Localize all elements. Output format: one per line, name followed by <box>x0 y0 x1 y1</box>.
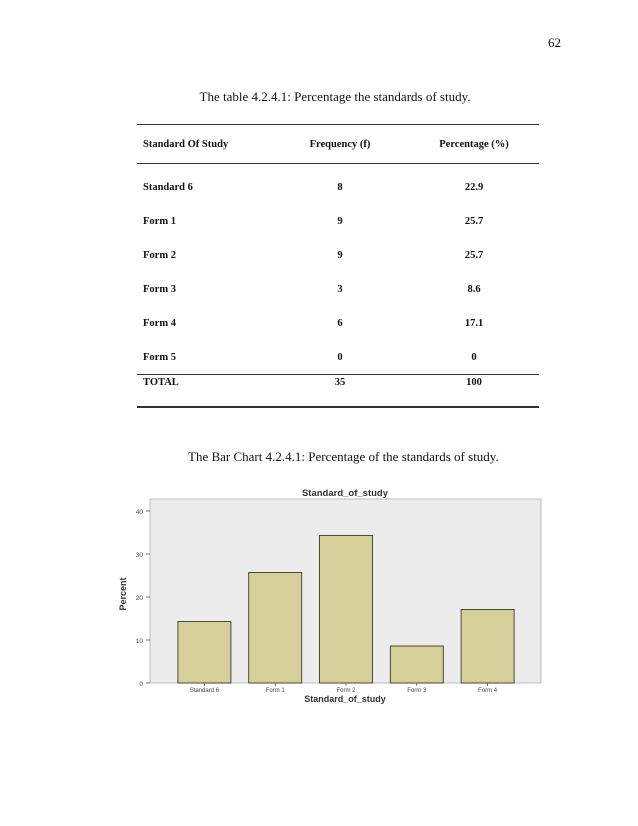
y-tick-label: 40 <box>135 509 143 516</box>
cell-percentage: 17.1 <box>464 317 484 329</box>
table-row <box>137 164 539 205</box>
table-bottom-rule <box>137 406 539 407</box>
header-standard: Standard Of Study <box>137 125 271 164</box>
bar <box>461 609 514 683</box>
y-tick-label: 30 <box>135 552 143 559</box>
header-percentage: Percentage (%) <box>409 125 539 164</box>
bar-chart-svg <box>108 482 550 708</box>
page-number: 62 <box>548 35 561 50</box>
cell-frequency: 0 <box>337 351 343 363</box>
table-header-row <box>137 125 539 164</box>
cell-percentage: 0 <box>471 351 477 363</box>
x-tick-label: Form 4 <box>478 688 498 694</box>
cell-percentage: 8.6 <box>467 283 481 295</box>
bar <box>390 646 443 683</box>
x-tick-label: Form 3 <box>407 688 427 694</box>
chart-caption: The Bar Chart 4.2.4.1: Percentage of the standards of study. <box>188 449 499 464</box>
standards-table <box>137 124 539 408</box>
bar <box>320 536 373 683</box>
cell-frequency: 8 <box>337 181 343 193</box>
cell-frequency: 9 <box>337 249 343 261</box>
total-frequency: 35 <box>271 375 409 408</box>
cell-standard: Standard 6 <box>143 181 193 193</box>
table-row <box>137 306 539 340</box>
x-axis-label: Standard_of_study <box>304 694 386 704</box>
table-caption <box>0 89 638 105</box>
table-row <box>137 340 539 375</box>
bar <box>178 622 231 683</box>
chart-title: Standard_of_study <box>301 488 389 499</box>
y-axis-label: Percent <box>118 577 128 611</box>
total-percentage: 100 <box>409 375 539 408</box>
cell-percentage: 25.7 <box>464 249 484 261</box>
table-row <box>137 204 539 238</box>
cell-frequency: 6 <box>337 317 343 329</box>
cell-standard: Form 1 <box>143 215 176 227</box>
x-tick-label: Form 1 <box>265 688 285 694</box>
x-tick-label: Form 2 <box>336 688 356 694</box>
bar <box>249 572 302 683</box>
table-row <box>137 238 539 272</box>
cell-percentage: 22.9 <box>464 181 484 193</box>
cell-standard: Form 5 <box>143 351 176 363</box>
x-tick-label: Standard 6 <box>189 688 220 694</box>
y-tick-label: 0 <box>139 681 143 688</box>
cell-standard: Form 3 <box>143 283 176 295</box>
bar-chart <box>108 482 550 708</box>
cell-frequency: 3 <box>337 283 343 295</box>
header-frequency: Frequency (f) <box>271 125 409 164</box>
table-caption-text: The table 4.2.4.1: Percentage the standards of study. <box>199 89 471 104</box>
cell-percentage: 25.7 <box>464 215 484 227</box>
y-tick-label: 20 <box>135 595 143 602</box>
total-label: TOTAL <box>137 375 271 408</box>
cell-frequency: 9 <box>337 215 343 227</box>
table-total-row <box>137 375 539 408</box>
cell-standard: Form 2 <box>143 249 176 261</box>
cell-standard: Form 4 <box>143 317 176 329</box>
y-tick-label: 10 <box>135 638 143 645</box>
table-row <box>137 272 539 306</box>
